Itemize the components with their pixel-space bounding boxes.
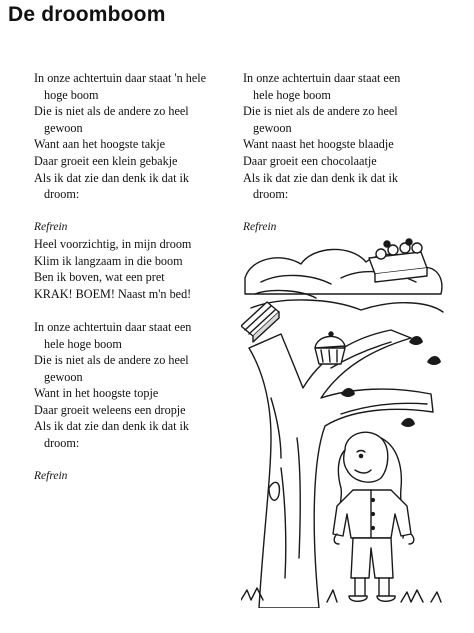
verse-line: Als ik dat zie dan denk ik dat ik [243, 170, 399, 185]
verse-line: gewoon [44, 369, 83, 384]
verse-1 [34, 70, 234, 203]
verse-line: Want in het hoogste topje [34, 386, 159, 401]
verse-line: droom: [44, 436, 80, 451]
verse-line: Als ik dat zie dan denk ik dat ik [34, 419, 190, 434]
verse-line: In onze achtertuin daar staat een [243, 71, 401, 85]
verse-line: Als ik dat zie dan denk ik dat ik [34, 170, 190, 185]
verse-line: Die is niet als de andere zo heel [34, 353, 189, 368]
cupcake-icon [315, 332, 345, 364]
verse-line: hoge boom [44, 87, 99, 102]
verse-line: gewoon [253, 120, 292, 135]
verse-line: Want aan het hoogste takje [34, 137, 166, 152]
dream-tree-illustration [241, 238, 446, 608]
verse-line: Daar groeit een klein gebakje [34, 153, 178, 168]
verse-line: gewoon [44, 120, 83, 135]
refrein-line: KRAK! BOEM! Naast m'n bed! [34, 286, 192, 301]
verse-line: In onze achtertuin daar staat 'n hele [34, 71, 207, 85]
verse-line: Daar groeit een chocolaatje [243, 153, 377, 168]
verse-line: Die is niet als de andere zo heel [34, 104, 189, 119]
refrein-line: Klim ik langzaam in die boom [34, 253, 183, 268]
verse-line: droom: [253, 187, 289, 202]
refrein-block [34, 219, 234, 302]
cake-icon [369, 239, 427, 282]
girl-icon [333, 432, 414, 601]
left-column [34, 70, 234, 485]
refrein-line: Ben ik boven, wat een pret [34, 270, 165, 285]
verse-line: Daar groeit weleens een dropje [34, 402, 186, 417]
chocolate-icon [241, 302, 279, 342]
refrein-label: Refrein [34, 221, 68, 234]
verse-line: hele hoge boom [253, 87, 331, 102]
verse-2 [34, 319, 234, 452]
right-column [243, 70, 443, 236]
refrein-label: Refrein [243, 221, 277, 234]
verse-line: Die is niet als de andere zo heel [243, 104, 398, 119]
page-title: De droomboom [8, 3, 166, 26]
verse-3 [243, 70, 443, 203]
refrein-label: Refrein [34, 470, 68, 483]
verse-line: Want naast het hoogste blaadje [243, 137, 394, 152]
verse-line: In onze achtertuin daar staat een [34, 319, 192, 334]
verse-line: hele hoge boom [44, 336, 122, 351]
tree-trunk-icon [249, 330, 433, 608]
verse-line: droom: [44, 187, 80, 202]
refrein-line: Heel voorzichtig, in mijn droom [34, 236, 192, 251]
